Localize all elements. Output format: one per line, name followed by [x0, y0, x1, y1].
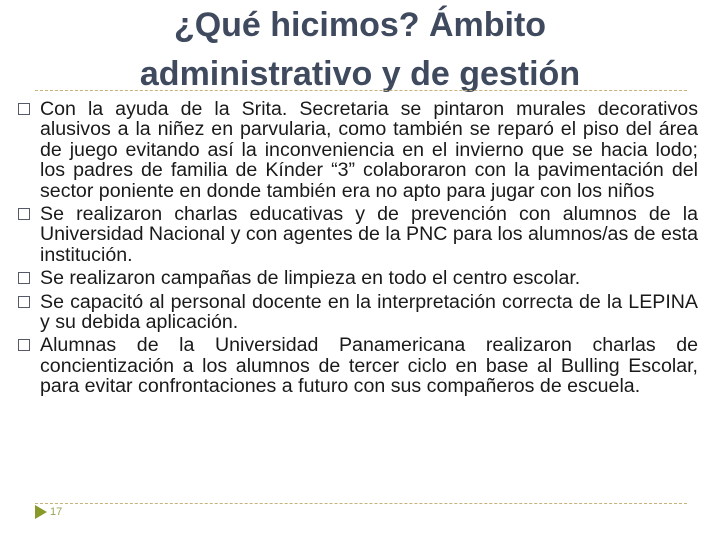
bullet-text: Con la ayuda de la Srita. Secretaria se pintaron murales decorativos alusivos a la niñez en parvularia, como también se reparó el piso del área de juego evitando así la inconveniencia en el invierno que se hacia lodo; los padres de familia de Kínder “3” colaboraron con la pavimentación del sector poniente en donde también era no apto para jugar con los niños	[40, 98, 698, 202]
bullet-text: Se realizaron campañas de limpieza en todo el centro escolar.	[40, 267, 581, 290]
slide-number: 17	[50, 506, 63, 518]
slide-title-line-2: administrativo y de gestión	[139, 55, 581, 93]
bullet-text: Se capacitó al personal docente en la interpretación correcta de la LEPINA y su debida aplicación.	[40, 290, 698, 334]
title-divider	[35, 90, 687, 91]
bullet-text: Alumnas de la Universidad Panamericana realizaron charlas de concientización a los alumnos de tercer ciclo en base al Bulling Escolar, para evitar confrontaciones a futuro con sus compañeros de escuela.	[40, 334, 698, 398]
bullet-item	[18, 204, 698, 265]
bullet-item	[18, 335, 698, 396]
square-bullet-icon	[18, 103, 30, 115]
play-arrow-icon	[35, 505, 47, 519]
slide-title-line-1: ¿Qué hicimos? Ámbito	[173, 6, 547, 44]
bullet-item	[18, 292, 698, 333]
bullet-list	[18, 99, 698, 400]
square-bullet-icon	[18, 272, 30, 284]
bullet-item	[18, 99, 698, 201]
square-bullet-icon	[18, 339, 30, 351]
bullet-item	[18, 268, 698, 288]
square-bullet-icon	[18, 208, 30, 220]
square-bullet-icon	[18, 296, 30, 308]
footer-divider	[35, 503, 687, 504]
bullet-text: Se realizaron charlas educativas y de prevención con alumnos de la Universidad Nacional y con agentes de la PNC para los alumnos/as de esta institución.	[40, 203, 698, 266]
